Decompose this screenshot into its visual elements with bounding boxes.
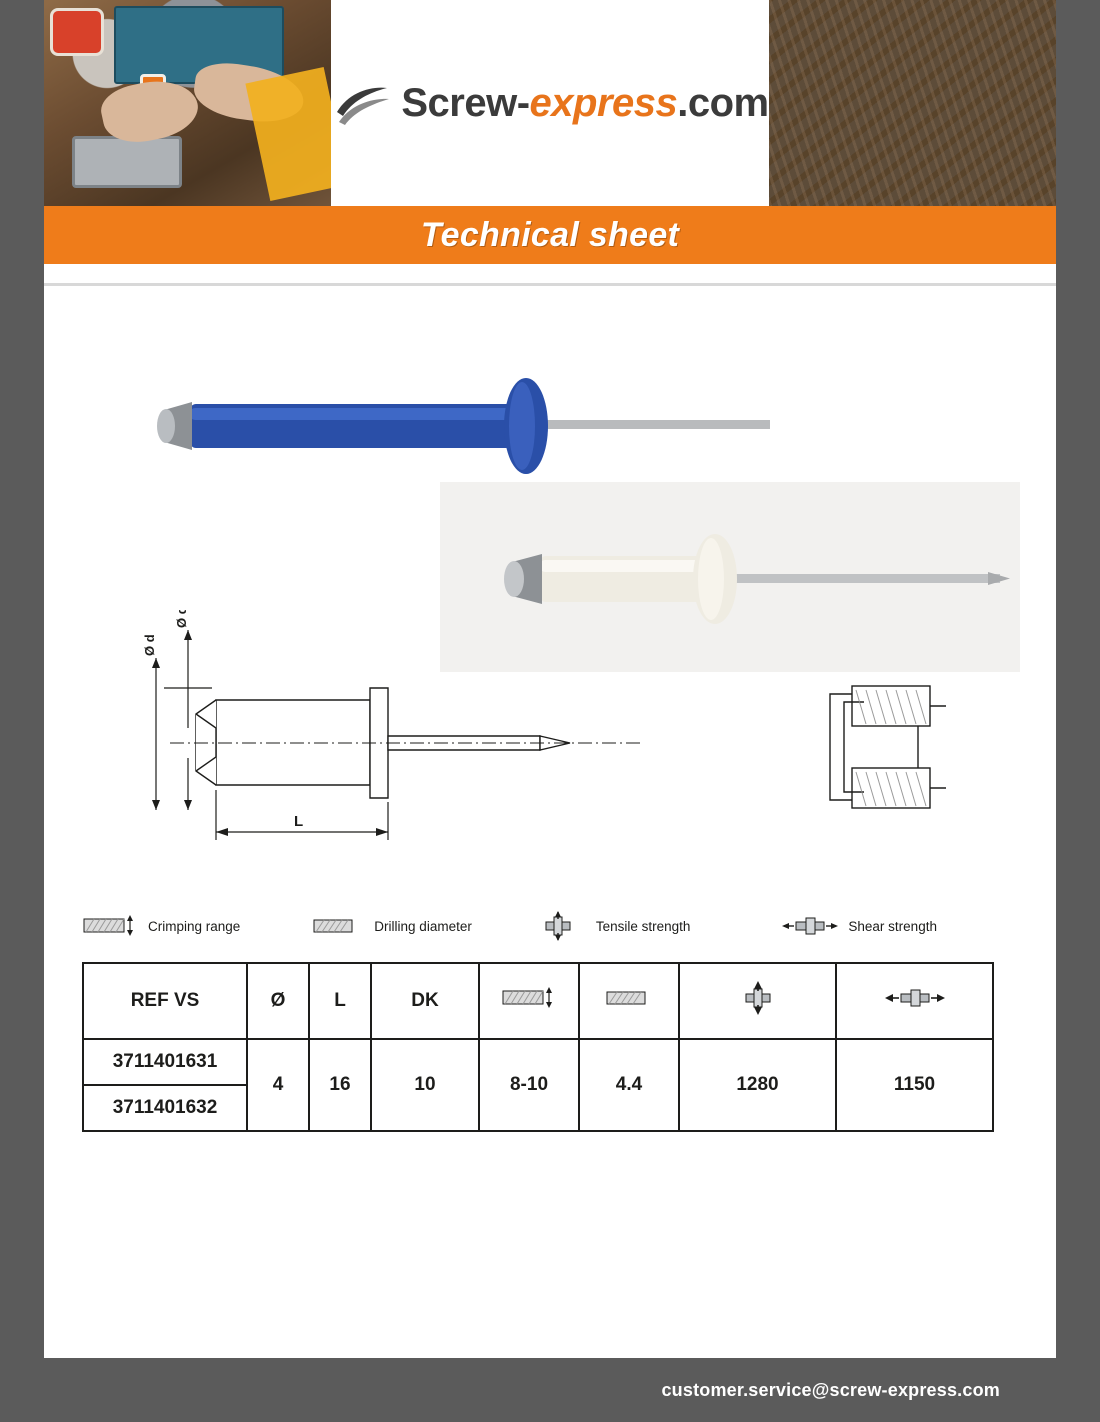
header-length: L: [309, 963, 371, 1039]
table-row: [83, 1039, 993, 1085]
cell-ref-2: 3711401632: [83, 1085, 247, 1131]
cell-crimping-range: 8-10: [479, 1039, 579, 1131]
cell-dk: 10: [371, 1039, 479, 1131]
header-drilling-diameter: [579, 963, 679, 1039]
legend-label-shear-strength: Shear strength: [848, 918, 937, 934]
legend-item-drilling-diameter: [308, 911, 472, 941]
header-diameter: Ø: [247, 963, 309, 1039]
screws-texture: [769, 0, 1056, 206]
screws-photo: [769, 0, 1056, 206]
technical-sheet-banner: [44, 206, 1056, 264]
table-header-row: [83, 963, 993, 1039]
logo-text-part1: Screw-: [401, 80, 530, 125]
label-dk: Ø dk: [174, 610, 189, 628]
spec-table-wrapper: [82, 962, 992, 1132]
legend-label-drilling-diameter: Drilling diameter: [374, 918, 472, 934]
spec-table: [82, 962, 994, 1132]
legend-label-crimping-range: Crimping range: [148, 918, 241, 934]
tensile-strength-icon: [681, 981, 834, 1021]
crimping-range-icon: [82, 911, 138, 941]
footer-separator: [44, 1350, 1056, 1358]
legend-item-shear-strength: [782, 911, 937, 941]
workbench-photo: [44, 0, 331, 206]
rivet-technical-drawing: [120, 610, 680, 870]
cell-drilling-diameter: 4.4: [579, 1039, 679, 1131]
page-header: [44, 0, 1056, 206]
riveted-joint-illustration: [800, 672, 950, 822]
header-dk: DK: [371, 963, 479, 1039]
legend-item-tensile-strength: [530, 911, 691, 941]
header-crimping-range: [479, 963, 579, 1039]
tape-measure-icon: [50, 8, 104, 56]
header-shear-strength: [836, 963, 993, 1039]
drilling-diameter-icon: [308, 911, 364, 941]
legend-item-crimping-range: [82, 911, 240, 941]
crimping-range-icon: [481, 983, 577, 1019]
header-tensile-strength: [679, 963, 836, 1039]
cell-length: 16: [309, 1039, 371, 1131]
blue-rivet-photo: [130, 360, 770, 500]
shear-strength-icon: [838, 983, 991, 1019]
logo-area: [331, 0, 768, 206]
label-d: Ø d: [142, 634, 157, 656]
cell-shear-strength: 1150: [836, 1039, 993, 1131]
legend-label-tensile-strength: Tensile strength: [595, 918, 691, 934]
screw-express-swoosh-logo: [331, 72, 393, 134]
footer-email[interactable]: customer.service@screw-express.com: [661, 1379, 1000, 1400]
legend-row: [82, 900, 992, 952]
shear-strength-icon: [782, 911, 838, 941]
header-ref: REF VS: [83, 963, 247, 1039]
right-rail: [1056, 0, 1100, 1422]
tensile-strength-icon: [530, 911, 586, 941]
left-rail: [0, 0, 44, 1422]
label-l: L: [294, 813, 304, 830]
cell-ref-1: 3711401631: [83, 1039, 247, 1085]
yellow-tool: [246, 67, 332, 201]
page-title: Technical sheet: [420, 215, 680, 254]
logo-text: [401, 81, 768, 126]
cell-tensile-strength: 1280: [679, 1039, 836, 1131]
banner-underline: [44, 264, 1056, 286]
drilling-diameter-icon: [581, 983, 677, 1019]
logo-text-part2: express: [529, 80, 678, 125]
logo-text-part3: .com: [677, 80, 769, 125]
metal-tray: [72, 136, 182, 188]
page-footer: [0, 1358, 1100, 1422]
cell-diameter: 4: [247, 1039, 309, 1131]
